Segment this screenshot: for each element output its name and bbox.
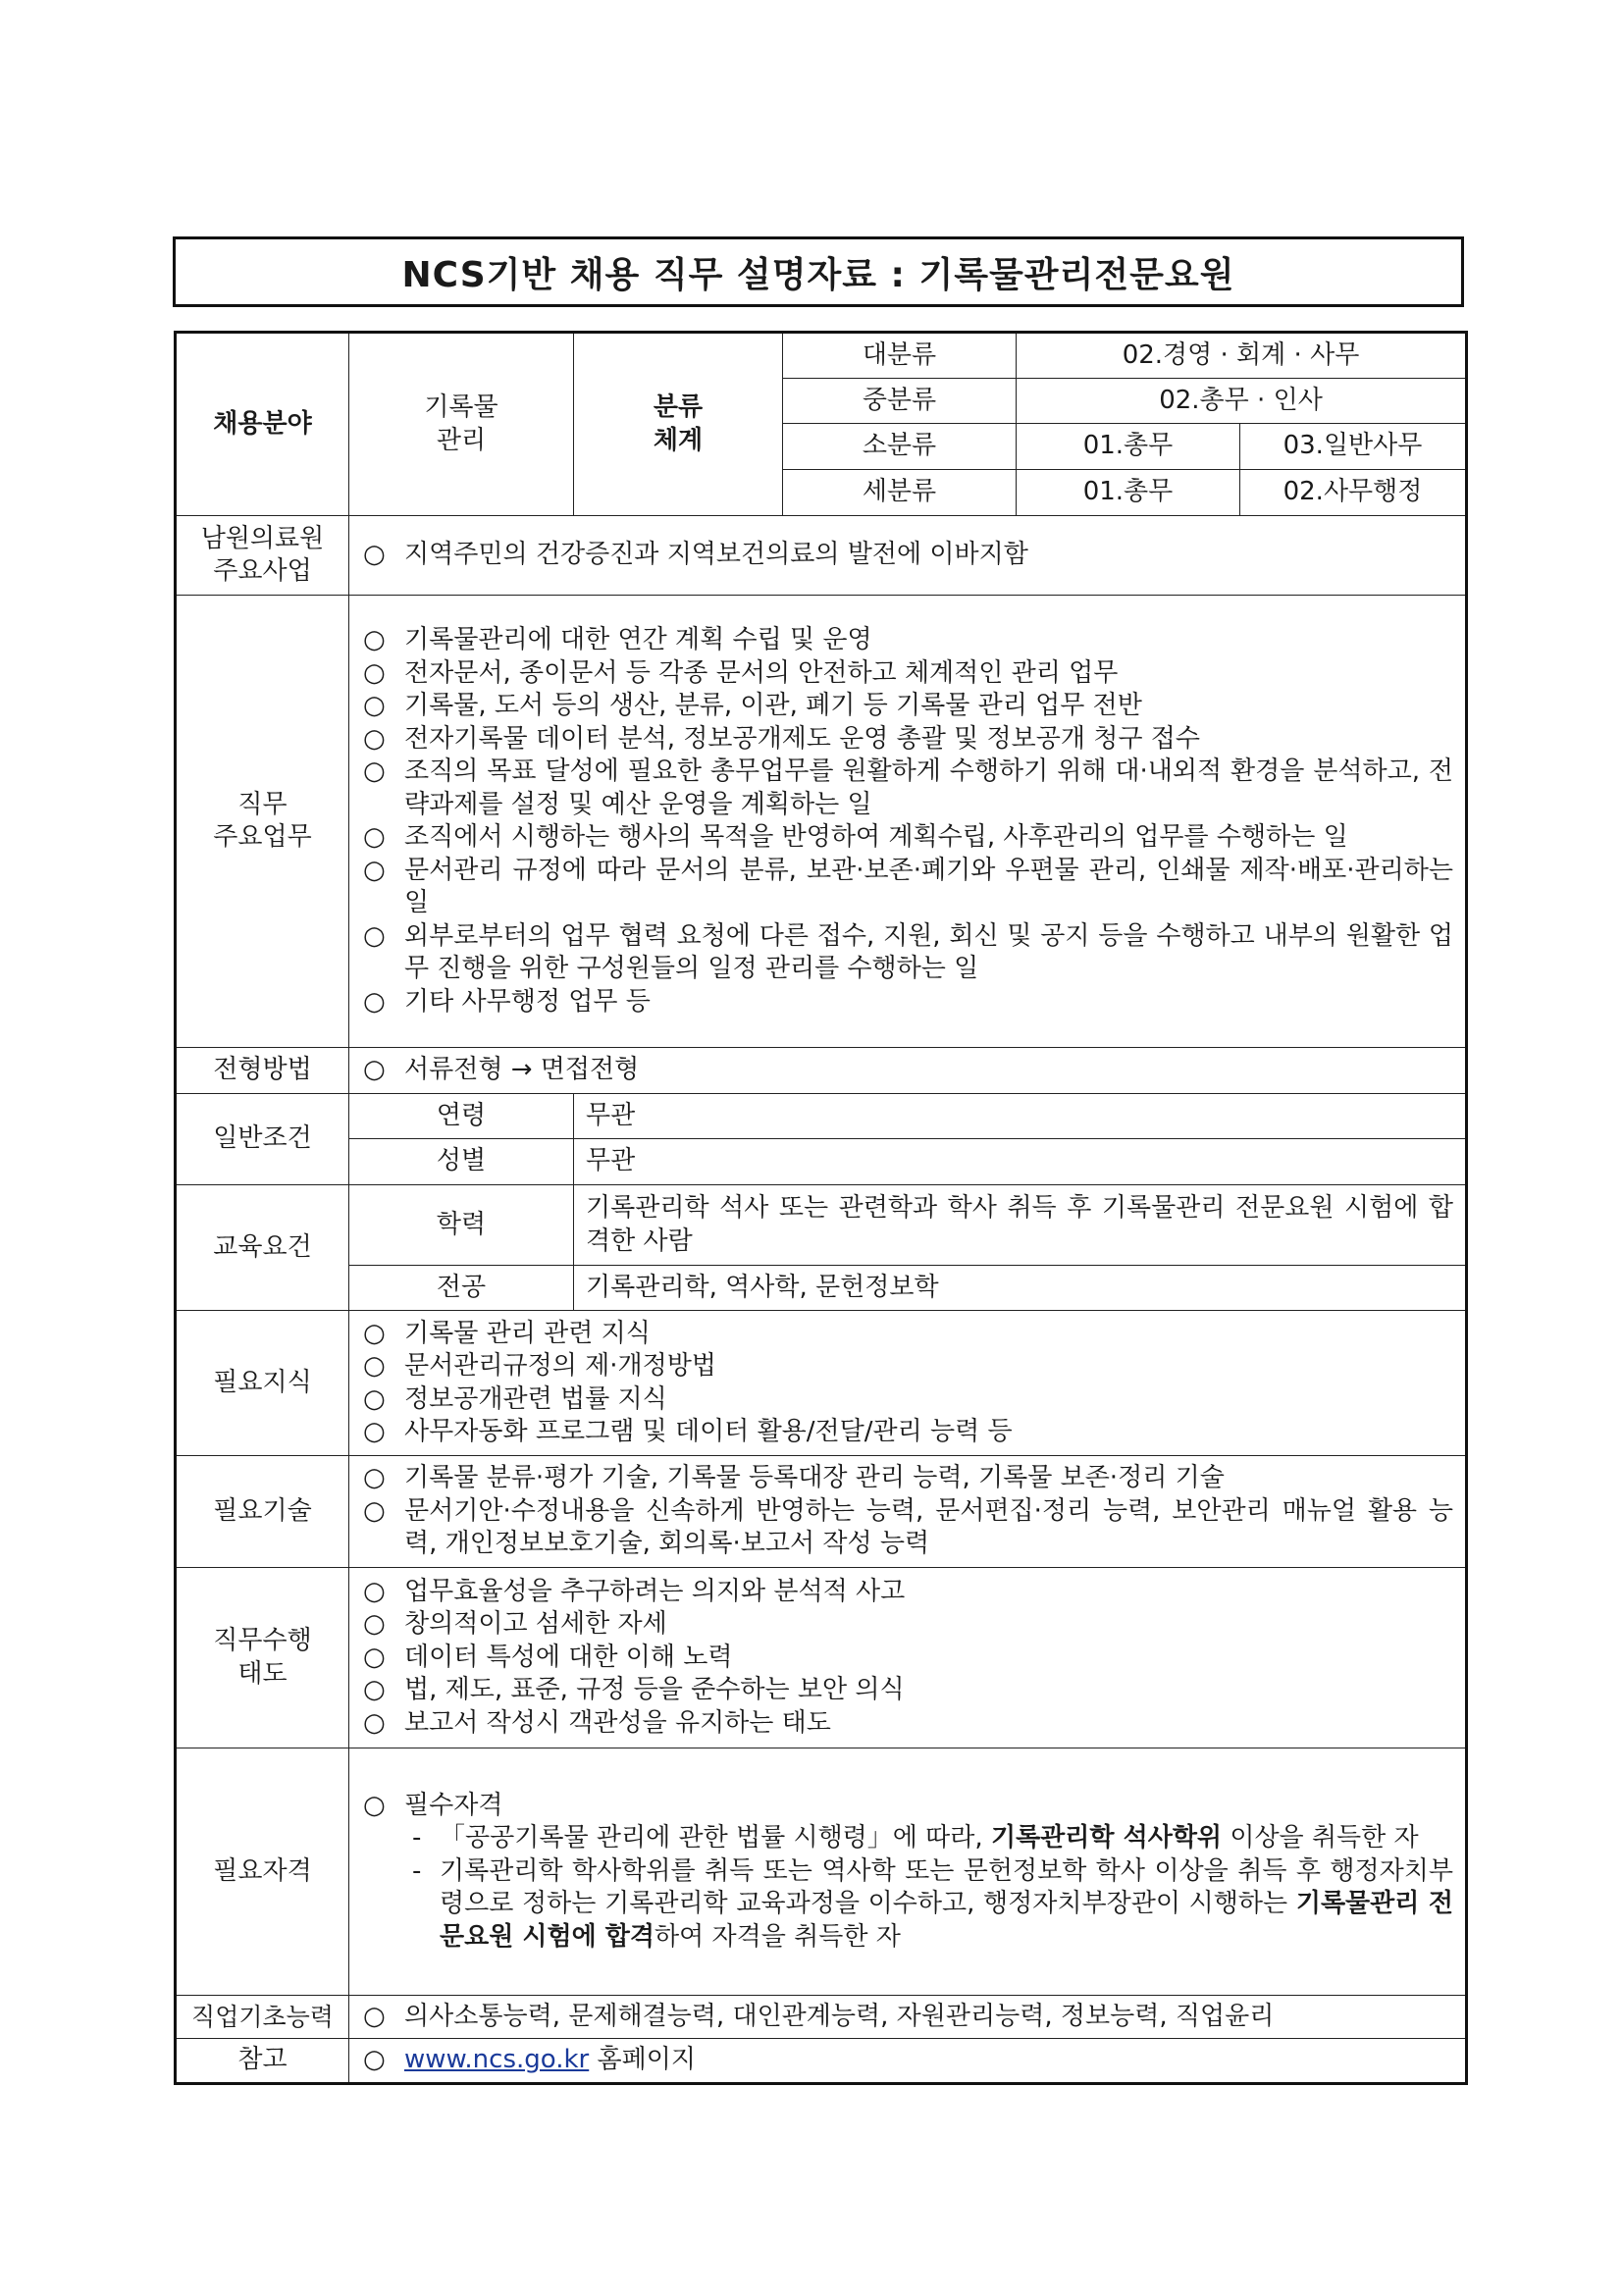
skill-item: ○ 문서기안·수정내용을 신속하게 반영하는 능력, 문서편집·정리 능력, 보안관리 매뉴얼 활용 능력, 개인정보보호기술, 회의록·보고서 작성 능력 — [361, 1495, 1453, 1561]
document-title: NCS기반 채용 직무 설명자료 : 기록물관리전문요원 — [173, 236, 1464, 307]
attitude-cell — [349, 1568, 1467, 1748]
duties-cell — [349, 596, 1467, 1048]
attitude-item: ○ 데이터 특성에 대한 이해 노력 — [361, 1642, 1453, 1675]
duty-item: ○ 전자기록물 데이터 분석, 정보공개제도 운영 총괄 및 정보공개 청구 접수 — [361, 723, 1453, 757]
job-description-table — [174, 331, 1468, 2085]
main-business-cell — [349, 516, 1467, 596]
duty-item: ○ 기록물, 도서 등의 생산, 분류, 이관, 폐기 등 기록물 관리 업무 전반 — [361, 690, 1453, 723]
ncs-website-link[interactable]: www.ncs.go.kr — [404, 2045, 590, 2075]
middle-category-label: 중분류 — [783, 379, 1017, 424]
gender-value: 무관 — [574, 1139, 1467, 1185]
qualification-label: 필요자격 — [176, 1748, 349, 1996]
qualification-emphasis-2: 기록물관리 전문요원 시험에 합격 — [440, 1889, 1454, 1952]
degree-value: 기록관리학 석사 또는 관련학과 학사 취득 후 기록물관리 전문요원 시험에 합격한 사람 — [574, 1185, 1467, 1266]
minor-category-label: 소분류 — [783, 424, 1017, 470]
attitude-item: ○ 창의적이고 섬세한 자세 — [361, 1608, 1453, 1642]
qualification-requirement-1: - 「공공기록물 관리에 관한 법률 시행령」에 따라, 기록관리학 석사학위 이상을 취득한 자 — [361, 1822, 1453, 1855]
age-label: 연령 — [349, 1094, 574, 1139]
skill-item: ○ 기록물 분류·평가 기술, 기록물 등록대장 관리 능력, 기록물 보존·정리 기술 — [361, 1462, 1453, 1495]
field-value: 기록물 관리 — [349, 333, 574, 516]
attitude-label: 직무수행 태도 — [176, 1568, 349, 1748]
duty-item: ○ 조직에서 시행하는 행사의 목적을 반영하여 계획수립, 사후관리의 업무를 수행하는 일 — [361, 821, 1453, 855]
major-label: 전공 — [349, 1266, 574, 1311]
major-category-label: 대분류 — [783, 333, 1017, 379]
qualification-cell — [349, 1748, 1467, 1996]
duties-label: 직무 주요업무 — [176, 596, 349, 1048]
main-business-text: ○ 지역주민의 건강증진과 지역보건의료의 발전에 이바지함 — [361, 539, 1453, 572]
knowledge-label: 필요지식 — [176, 1311, 349, 1456]
knowledge-item: ○ 문서관리규정의 제·개정방법 — [361, 1350, 1453, 1383]
attitude-item: ○ 업무효율성을 추구하려는 의지와 분석적 사고 — [361, 1576, 1453, 1609]
main-business-label: 남원의료원 주요사업 — [176, 516, 349, 596]
detail-category-value-2: 02.사무행정 — [1240, 470, 1467, 516]
knowledge-item: ○ 기록물 관리 관련 지식 — [361, 1318, 1453, 1351]
qualification-requirement-2: - 기록관리학 학사학위를 취득 또는 역사학 또는 문헌정보학 학사 이상을 취득 후 행정자치부령으로 정하는 기록관리학 교육과정을 이수하고, 행정자치부장관이 시행하는 기록물관리 전문요원 시험에 합격하여 자격을 취득한 자 — [361, 1855, 1453, 1955]
attitude-item: ○ 보고서 작성시 객관성을 유지하는 태도 — [361, 1707, 1453, 1741]
age-value: 무관 — [574, 1094, 1467, 1139]
reference-cell — [349, 2039, 1467, 2084]
duty-item: ○ 문서관리 규정에 따라 문서의 분류, 보관·보존·폐기와 우편물 관리, 인쇄물 제작·배포·관리하는 일 — [361, 855, 1453, 920]
duty-item: ○ 기록물관리에 대한 연간 계획 수립 및 운영 — [361, 624, 1453, 657]
gender-label: 성별 — [349, 1139, 574, 1185]
basic-ability-cell — [349, 1996, 1467, 2039]
education-label: 교육요건 — [176, 1185, 349, 1311]
duty-item: ○ 외부로부터의 업무 협력 요청에 다른 접수, 지원, 회신 및 공지 등을 수행하고 내부의 원활한 업무 진행을 위한 구성원들의 일정 관리를 수행하는 일 — [361, 920, 1453, 986]
duty-item: ○ 전자문서, 종이문서 등 각종 문서의 안전하고 체계적인 관리 업무 — [361, 657, 1453, 691]
reference-suffix: 홈페이지 — [589, 2045, 696, 2075]
selection-cell — [349, 1048, 1467, 1094]
knowledge-item: ○ 사무자동화 프로그램 및 데이터 활용/전달/관리 능력 등 — [361, 1416, 1453, 1449]
degree-label: 학력 — [349, 1185, 574, 1266]
major-value: 기록관리학, 역사학, 문헌정보학 — [574, 1266, 1467, 1311]
basic-ability-label: 직업기초능력 — [176, 1996, 349, 2039]
reference-item — [361, 2044, 1453, 2077]
skills-cell — [349, 1456, 1467, 1568]
system-label: 분류 체계 — [574, 333, 783, 516]
minor-category-value-1: 01.총무 — [1017, 424, 1240, 470]
major-category-value: 02.경영 · 회계 · 사무 — [1017, 333, 1467, 379]
attitude-item: ○ 법, 제도, 표준, 규정 등을 준수하는 보안 의식 — [361, 1674, 1453, 1707]
general-label: 일반조건 — [176, 1094, 349, 1185]
duty-item: ○ 조직의 목표 달성에 필요한 총무업무를 원활하게 수행하기 위해 대·내외적 환경을 분석하고, 전략과제를 설정 및 예산 운영을 계획하는 일 — [361, 756, 1453, 821]
selection-text: ○ 서류전형 → 면접전형 — [361, 1054, 1453, 1087]
field-label: 채용분야 — [176, 333, 349, 516]
detail-category-label: 세분류 — [783, 470, 1017, 516]
basic-ability-text: ○ 의사소통능력, 문제해결능력, 대인관계능력, 자원관리능력, 정보능력, 직업윤리 — [361, 2001, 1453, 2034]
middle-category-value: 02.총무 · 인사 — [1017, 379, 1467, 424]
knowledge-cell — [349, 1311, 1467, 1456]
reference-label: 참고 — [176, 2039, 349, 2084]
detail-category-value-1: 01.총무 — [1017, 470, 1240, 516]
knowledge-item: ○ 정보공개관련 법률 지식 — [361, 1383, 1453, 1417]
qualification-emphasis-1: 기록관리학 석사학위 — [990, 1823, 1223, 1853]
minor-category-value-2: 03.일반사무 — [1240, 424, 1467, 470]
duty-item: ○ 기타 사무행정 업무 등 — [361, 986, 1453, 1019]
selection-label: 전형방법 — [176, 1048, 349, 1094]
skills-label: 필요기술 — [176, 1456, 349, 1568]
qualification-heading: ○ 필수자격 — [361, 1790, 1453, 1823]
